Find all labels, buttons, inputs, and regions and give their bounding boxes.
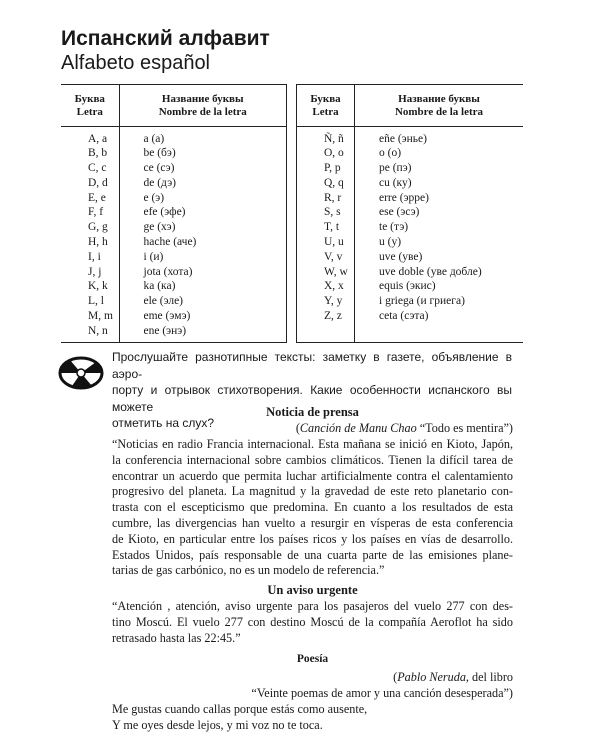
letter-name-cell: i (и) <box>143 250 164 263</box>
text-line: la conferencia internacional sobre cambios climáticos. Tienen la difícil tarea de <box>112 452 513 467</box>
letter-name-cell: cu (ку) <box>379 176 412 189</box>
letter-name-cell: be (бэ) <box>143 147 176 160</box>
source-poesia-author: (Pablo Neruda, del libro <box>393 670 513 684</box>
letter-cell: R, r <box>297 191 355 206</box>
letter-cell: A, a <box>61 127 119 147</box>
letter-name-cell: uve (уве) <box>379 250 423 263</box>
instruction-line: Прослушайте разнотипные тексты: заметку в газете, объявление в аэро- <box>112 350 512 381</box>
alphabet-row <box>297 161 524 176</box>
letter-cell: V, v <box>297 250 355 265</box>
letter-name-cell: jota (хота) <box>143 265 193 278</box>
alphabet-row <box>61 205 287 220</box>
letter-cell: P, p <box>297 161 355 176</box>
text-line: “Noticias en radio Francia internacional. Esta mañana se inició en Kioto, Japón, <box>112 437 513 451</box>
poem-line: Y me oyes desde lejos, y mi voz no te toca. <box>112 717 323 732</box>
letter-name-cell: a (а) <box>143 133 165 145</box>
letter-name-cell: te (тэ) <box>379 221 409 234</box>
letter-name-cell: ese (эсэ) <box>379 206 420 219</box>
alphabet-row <box>297 250 524 265</box>
letter-name-cell: ele (эле) <box>143 295 184 308</box>
alphabet-row <box>61 161 287 176</box>
letter-name-cell: eñe (энье) <box>379 133 427 145</box>
letter-cell <box>297 324 355 343</box>
letter-cell: Y, y <box>297 294 355 309</box>
letter-name-cell: hache (аче) <box>143 236 197 249</box>
alphabet-row <box>297 279 524 294</box>
letter-cell: D, d <box>61 176 119 191</box>
letter-cell: S, s <box>297 205 355 220</box>
letter-cell: Z, z <box>297 309 355 324</box>
alphabet-row <box>61 235 287 250</box>
letter-cell: W, w <box>297 265 355 280</box>
text-line: tino Moscú. El vuelo 277 con destino Moscú de la compañía Aeroflot ha sido <box>112 614 513 629</box>
letter-cell: E, e <box>61 191 119 206</box>
instruction-line: порту и отрывок стихотворения. Какие особенности испанского вы можете <box>112 383 512 414</box>
text-line: Estados Unidos, país responsable de una cuarta parte de las emisiones plane- <box>112 547 513 562</box>
alphabet-row <box>61 176 287 191</box>
heading-poesia: Poesía <box>296 653 329 665</box>
text-line: de Kioto, en particular entre los países ricos y los países en vías de desarrollo. <box>112 531 513 546</box>
letter-name-cell: ceta (сэта) <box>379 310 429 323</box>
text-line: “Atención , atención, aviso urgente para los pasajeros del vuelo 277 con des- <box>112 599 513 613</box>
letter-name-cell: u (у) <box>379 236 402 249</box>
page-title-russian: Испанский алфавит <box>61 27 270 50</box>
letter-cell: C, c <box>61 161 119 176</box>
letter-cell: M, m <box>61 309 119 324</box>
letter-cell: N, n <box>61 324 119 343</box>
alphabet-row <box>61 127 287 147</box>
letter-cell: Ñ, ñ <box>297 127 355 147</box>
column-header-letter: Буква Letra <box>61 85 119 127</box>
alphabet-row <box>297 294 524 309</box>
poem <box>112 702 513 734</box>
letter-name-cell: ce (сэ) <box>143 162 175 175</box>
alphabet-row <box>61 294 287 309</box>
page-title-spanish: Alfabeto español <box>61 52 211 74</box>
alphabet-row <box>297 146 524 161</box>
letter-name-cell: efe (эфе) <box>143 206 186 219</box>
letter-name-cell: ene (энэ) <box>119 324 287 343</box>
letter-cell: G, g <box>61 220 119 235</box>
text-line: tarias de gas carbónico, no es un modelo de referencia.” <box>112 563 385 578</box>
heading-noticia: Noticia de prensa <box>266 405 359 419</box>
letter-cell: L, l <box>61 294 119 309</box>
letter-cell: O, o <box>297 146 355 161</box>
alphabet-row <box>297 176 524 191</box>
letter-name-cell: eme (эмэ) <box>143 310 191 323</box>
alphabet-row <box>61 309 287 324</box>
letter-cell: X, x <box>297 279 355 294</box>
text-line: trasta con el escepticismo que predomina. En cuanto a los resultados de esta <box>112 500 513 515</box>
letter-cell: K, k <box>61 279 119 294</box>
alphabet-row <box>61 279 287 294</box>
instruction-line: отметить на слух? <box>112 416 215 430</box>
letter-name-cell: ge (хэ) <box>143 221 176 234</box>
alphabet-row <box>297 235 524 250</box>
alphabet-row <box>297 265 524 280</box>
alphabet-row <box>297 127 524 147</box>
alphabet-table-left <box>61 84 287 343</box>
letter-cell: H, h <box>61 235 119 250</box>
letter-name-cell: uve doble (уве добле) <box>379 265 482 278</box>
letter-name-cell: pe (пэ) <box>379 162 412 175</box>
column-header-letter: Буква Letra <box>297 85 355 127</box>
alphabet-row <box>297 205 524 220</box>
audio-cassette-icon <box>58 356 104 390</box>
alphabet-row <box>61 265 287 280</box>
letter-cell: U, u <box>297 235 355 250</box>
paragraph-aviso <box>112 599 513 646</box>
text-line: progresivo del planeta. La magnitud y la gravedad de este reto planetario con- <box>112 484 513 499</box>
alphabet-row <box>297 309 524 324</box>
letter-name-cell: de (дэ) <box>143 176 176 189</box>
letter-cell: I, i <box>61 250 119 265</box>
alphabet-row <box>61 146 287 161</box>
alphabet-row <box>61 250 287 265</box>
poem-line: Me gustas cuando callas porque estás como ausente, <box>112 702 368 716</box>
letter-cell: J, j <box>61 265 119 280</box>
alphabet-row <box>61 324 287 343</box>
alphabet-row <box>61 191 287 206</box>
letter-name-cell: o (о) <box>379 147 402 160</box>
letter-name-cell: ka (ка) <box>143 280 176 293</box>
text-line: encontrar un acuerdo que permita luchar artificialmente contra el calentamiento <box>112 468 513 483</box>
source-poesia-book: “Veinte poemas de amor y una canción desesperada”) <box>251 686 513 700</box>
letter-name-cell: i griega (и гриега) <box>379 295 465 308</box>
alphabet-row <box>297 220 524 235</box>
alphabet-table-right <box>296 84 523 343</box>
column-header-name: Название буквы Nombre de la letra <box>119 85 287 127</box>
letter-cell: Q, q <box>297 176 355 191</box>
text-line: cumbre, las divergencias han vuelto a resurgir en vísperas de esta conferencia <box>112 515 513 530</box>
paragraph-noticia <box>112 437 513 579</box>
letter-cell: F, f <box>61 205 119 220</box>
letter-cell: B, b <box>61 146 119 161</box>
text-line: retrasado hasta las 22:45.” <box>112 630 241 645</box>
alphabet-row <box>297 324 524 343</box>
column-header-name: Название буквы Nombre de la letra <box>355 85 524 127</box>
heading-aviso: Un aviso urgente <box>267 583 358 597</box>
letter-name-cell: equis (экис) <box>379 280 436 293</box>
source-noticia: (Canción de Manu Chao “Todo es mentira”) <box>295 421 513 435</box>
letter-name-cell <box>355 324 524 343</box>
alphabet-row <box>61 220 287 235</box>
letter-name-cell: erre (эрре) <box>379 191 429 204</box>
letter-name-cell: e (э) <box>143 191 165 204</box>
letter-cell: T, t <box>297 220 355 235</box>
alphabet-row <box>297 191 524 206</box>
